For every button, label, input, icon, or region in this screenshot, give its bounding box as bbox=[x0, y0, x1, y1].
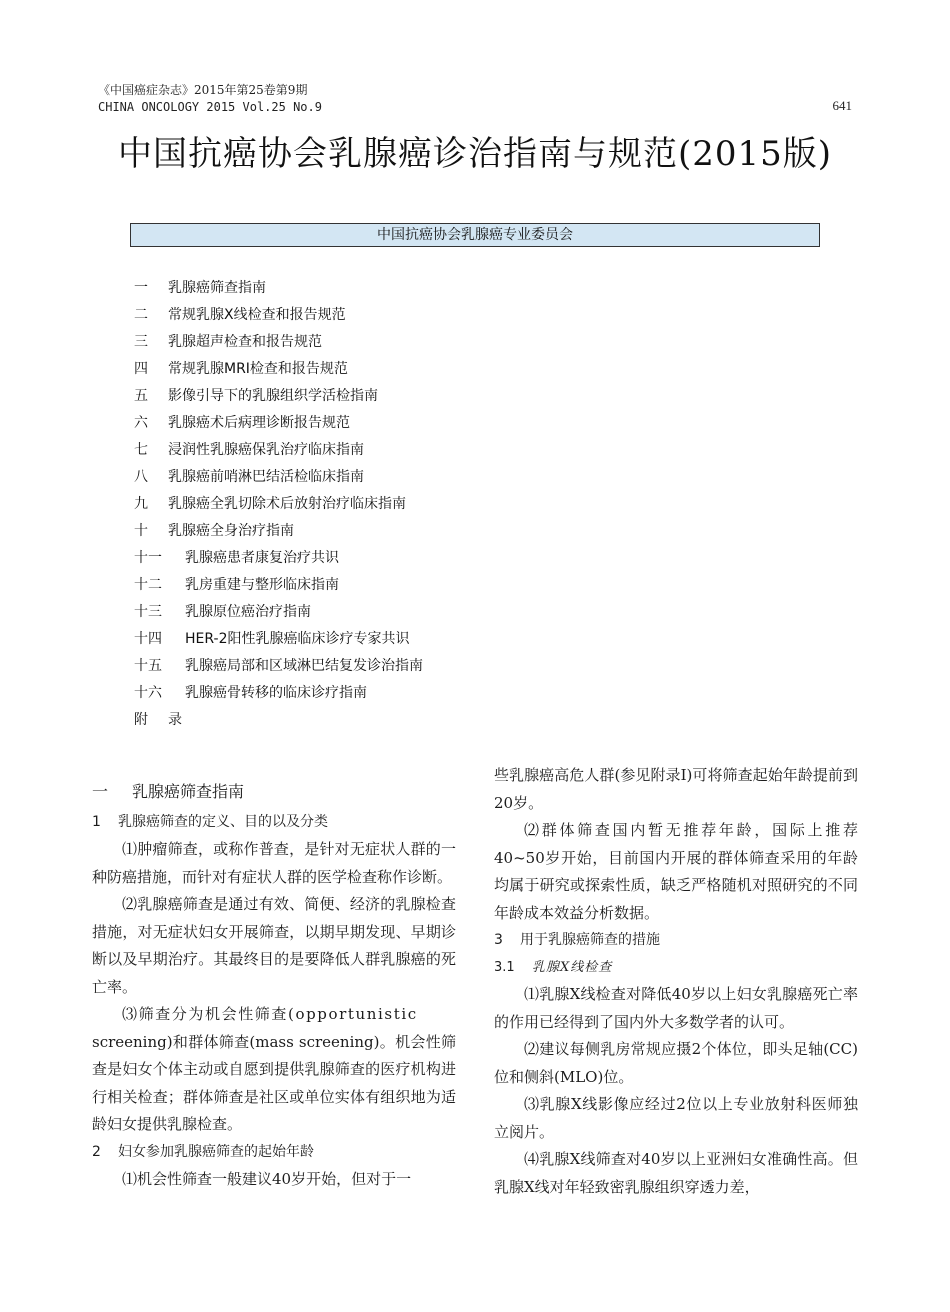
left-column bbox=[92, 775, 456, 1193]
section-number: 一 bbox=[92, 782, 109, 801]
page-number: 641 bbox=[832, 98, 852, 113]
toc-number: 一 bbox=[134, 280, 148, 296]
toc-text: 乳腺癌前哨淋巴结活检临床指南 bbox=[168, 469, 364, 485]
subsubsection-heading bbox=[494, 954, 858, 981]
toc-number: 十一 bbox=[134, 550, 162, 566]
toc-number: 十五 bbox=[134, 658, 162, 674]
toc-item bbox=[134, 545, 423, 572]
toc-number: 附 bbox=[134, 712, 148, 728]
toc-number: 十三 bbox=[134, 604, 162, 620]
paragraph: 些乳腺癌高危人群(参见附录I)可将筛查起始年龄提前到20岁。 bbox=[494, 766, 858, 812]
right-column bbox=[494, 762, 858, 1201]
journal-title-en: CHINA ONCOLOGY 2015 Vol.25 No.9 bbox=[98, 100, 322, 114]
paragraph: ⑴乳腺X线检查对降低40岁以上妇女乳腺癌死亡率的作用已经得到了国内外大多数学者的认可。 bbox=[494, 985, 858, 1031]
subsection-number: 3 bbox=[494, 932, 503, 948]
toc-item bbox=[134, 491, 423, 518]
toc-number: 十四 bbox=[134, 631, 162, 647]
journal-header bbox=[98, 82, 322, 116]
subsection-number: 1 bbox=[92, 814, 101, 830]
toc-item bbox=[134, 653, 423, 680]
paragraph: ⑶筛查分为机会性筛查(opportunistic bbox=[122, 1005, 418, 1023]
toc-text: 乳腺癌局部和区域淋巴结复发诊治指南 bbox=[185, 658, 423, 674]
toc-item bbox=[134, 680, 423, 707]
article-title: 中国抗癌协会乳腺癌诊治指南与规范(2015版) bbox=[117, 134, 833, 174]
journal-title-cn: 《中国癌症杂志》2015年第25卷第9期 bbox=[98, 83, 308, 97]
committee-banner: 中国抗癌协会乳腺癌专业委员会 bbox=[130, 223, 820, 247]
toc-text: 常规乳腺MRI检查和报告规范 bbox=[168, 361, 348, 377]
toc-text: 乳腺超声检查和报告规范 bbox=[168, 334, 322, 350]
toc-text: 乳腺癌全乳切除术后放射治疗临床指南 bbox=[168, 496, 406, 512]
section-title: 乳腺癌筛查指南 bbox=[132, 782, 245, 801]
toc-text: 乳腺癌术后病理诊断报告规范 bbox=[168, 415, 350, 431]
toc-text: 乳腺原位癌治疗指南 bbox=[185, 604, 311, 620]
toc-number: 十 bbox=[134, 523, 148, 539]
paragraph: ⑶乳腺X线影像应经过2位以上专业放射科医师独立阅片。 bbox=[494, 1095, 858, 1141]
toc-number: 七 bbox=[134, 442, 148, 458]
toc-text: HER-2阳性乳腺癌临床诊疗专家共识 bbox=[185, 631, 410, 647]
toc-text: 乳房重建与整形临床指南 bbox=[185, 577, 339, 593]
toc-number: 五 bbox=[134, 388, 148, 404]
toc-text: 常规乳腺X线检查和报告规范 bbox=[168, 307, 346, 323]
toc-item bbox=[134, 329, 423, 356]
toc-item bbox=[134, 437, 423, 464]
paragraph: ⑵乳腺癌筛查是通过有效、简便、经济的乳腺检查措施，对无症状妇女开展筛查，以期早期发现、早期诊断以及早期治疗。其最终目的是要降低人群乳腺癌的死亡率。 bbox=[92, 895, 456, 996]
paragraph: ⑷乳腺X线筛查对40岁以上亚洲妇女准确性高。但乳腺X线对年轻致密乳腺组织穿透力差， bbox=[494, 1150, 858, 1196]
subsection-heading bbox=[494, 927, 858, 954]
subsection-heading bbox=[92, 809, 456, 836]
toc-item bbox=[134, 356, 423, 383]
toc-item bbox=[134, 275, 423, 302]
toc-text: 乳腺癌患者康复治疗共识 bbox=[185, 550, 339, 566]
paragraph: ⑴机会性筛查一般建议40岁开始，但对于一 bbox=[122, 1169, 412, 1188]
toc-item bbox=[134, 599, 423, 626]
toc-text: 乳腺癌筛查指南 bbox=[168, 280, 266, 296]
toc-item bbox=[134, 572, 423, 599]
subsection-title: 乳腺癌筛查的定义、目的以及分类 bbox=[118, 814, 328, 830]
toc-number: 二 bbox=[134, 307, 148, 323]
toc-number: 十六 bbox=[134, 685, 162, 701]
toc-number: 三 bbox=[134, 334, 148, 350]
toc-number: 九 bbox=[134, 496, 148, 512]
toc-number: 六 bbox=[134, 415, 148, 431]
toc-text: 录 bbox=[168, 712, 182, 728]
toc-text: 乳腺癌骨转移的临床诊疗指南 bbox=[185, 685, 367, 701]
toc-number: 四 bbox=[134, 361, 148, 377]
paragraph: screening)和群体筛查(mass screening)。机会性筛查是妇女个体主动或自愿到提供乳腺筛查的医疗机构进行相关检查；群体筛查是社区或单位实体有组织地为适龄妇女提供乳腺检查。 bbox=[92, 1032, 456, 1133]
paragraph: ⑴肿瘤筛查，或称作普查，是针对无症状人群的一种防癌措施，而针对有症状人群的医学检查称作诊断。 bbox=[92, 840, 456, 886]
toc-item bbox=[134, 302, 423, 329]
subsubsection-number: 3.1 bbox=[494, 960, 515, 975]
section-heading bbox=[92, 775, 456, 809]
toc-item bbox=[134, 410, 423, 437]
toc-item bbox=[134, 383, 423, 410]
toc-text: 浸润性乳腺癌保乳治疗临床指南 bbox=[168, 442, 364, 458]
subsection-heading bbox=[92, 1139, 456, 1166]
toc-item bbox=[134, 518, 423, 545]
toc-item bbox=[134, 707, 423, 734]
paragraph: ⑵建议每侧乳房常规应摄2个体位，即头足轴(CC)位和侧斜(MLO)位。 bbox=[494, 1040, 858, 1086]
toc-item bbox=[134, 464, 423, 491]
subsection-title: 用于乳腺癌筛查的措施 bbox=[520, 932, 660, 948]
toc-item bbox=[134, 626, 423, 653]
subsection-title: 妇女参加乳腺癌筛查的起始年龄 bbox=[118, 1143, 314, 1160]
toc-text: 影像引导下的乳腺组织学活检指南 bbox=[168, 388, 378, 404]
toc-number: 十二 bbox=[134, 577, 162, 593]
paragraph: ⑵群体筛查国内暂无推荐年龄，国际上推荐40~50岁开始，目前国内开展的群体筛查采用的年龄均属于研究或探索性质，缺乏严格随机对照研究的不同年龄成本效益分析数据。 bbox=[494, 821, 858, 922]
subsection-number: 2 bbox=[92, 1143, 101, 1160]
toc-text: 乳腺癌全身治疗指南 bbox=[168, 523, 294, 539]
table-of-contents bbox=[134, 275, 423, 734]
subsubsection-title: 乳腺X线检查 bbox=[532, 960, 613, 975]
toc-number: 八 bbox=[134, 469, 148, 485]
